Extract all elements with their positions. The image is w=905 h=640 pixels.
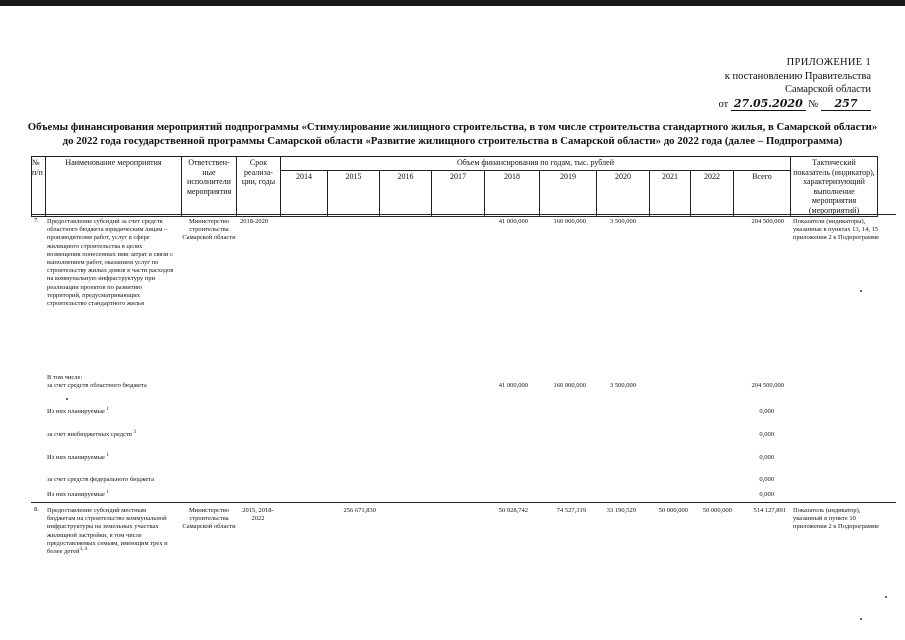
scan-speck — [860, 618, 862, 620]
scan-speck — [885, 596, 887, 598]
date-prefix: от — [718, 98, 729, 110]
header-name: Наименование мероприятия — [46, 157, 182, 217]
header-num: № п/п — [32, 157, 46, 217]
row7-2019: 160 000,000 — [553, 218, 586, 225]
row8-name-text: Предоставление субсидий местным бюджетам на строительство коммунальной инфраструктуры на земельных участках жилищной застройки, в том числе предоставляемых семьям, имеющим трех и более детей — [47, 507, 168, 556]
extrabudget-label: за счет внебюджетных средств — [47, 431, 132, 438]
row7-num: 7. — [34, 217, 39, 224]
header-executor: Ответствен-ные исполнители мероприятия — [182, 157, 237, 217]
breakdown-regional-total: 204 500,000 — [751, 382, 784, 389]
header-year: 2016 — [380, 170, 432, 216]
breakdown-federal: за счет средств федерального бюджета — [47, 476, 155, 483]
header-year: 2018 — [485, 170, 540, 216]
header-year: 2017 — [432, 170, 485, 216]
row8-term: 2015, 2018-2022 — [242, 507, 274, 523]
breakdown-planned-3 — [47, 491, 207, 499]
row8-total: 514 127,891 — [753, 507, 786, 514]
breakdown-planned1-total: 0,000 — [759, 408, 774, 415]
document-heading — [20, 120, 885, 148]
appendix-date-line — [719, 97, 872, 112]
row7-executor: Министерство строительства Самарской области — [182, 218, 236, 242]
header-term: Срок реализа-ции, годы — [237, 157, 281, 217]
funding-table-header — [31, 156, 878, 217]
footnote-ref: 1 — [106, 406, 109, 412]
footnote-ref: 1 — [106, 489, 109, 495]
scan-top-border — [0, 0, 905, 6]
planned2-label: Из них планируемые — [47, 454, 105, 461]
header-year: 2019 — [540, 170, 597, 216]
appendix-line1: к постановлению Правительства — [724, 70, 871, 82]
row8-2022: 50 000,000 — [702, 507, 732, 514]
row8-2015: 256 671,830 — [343, 507, 376, 514]
breakdown-extrabudget — [47, 431, 207, 439]
number-prefix: № — [808, 98, 819, 110]
header-year: 2015 — [328, 170, 380, 216]
header-funding: Объем финансирования по годам, тыс. рублей — [281, 157, 791, 171]
header-year: 2020 — [597, 170, 650, 216]
planned3-label: Из них планируемые — [47, 491, 105, 498]
header-year: 2022 — [691, 170, 734, 216]
heading-line1: Объемы финансирования мероприятий подпрограммы «Стимулирование жилищного строительства, в том числе строительства стандартного жилья, в Самарской области» — [27, 121, 878, 133]
breakdown-regional-2018: 41 000,000 — [498, 382, 528, 389]
breakdown-incl: В том числе: — [47, 374, 83, 381]
row8-2019: 74 527,319 — [556, 507, 586, 514]
appendix-block — [719, 56, 872, 111]
row7-2018: 41 000,000 — [498, 218, 528, 225]
header-total: Всего — [734, 170, 791, 216]
header-indicator: Тактический показатель (индикатор), характеризующий выполнение мероприятия (мероприятий) — [791, 157, 878, 217]
row8-2018: 50 928,742 — [498, 507, 528, 514]
appendix-title: ПРИЛОЖЕНИЕ 1 — [786, 57, 871, 68]
breakdown-planned-1 — [47, 408, 207, 416]
breakdown-planned2-total: 0,000 — [759, 454, 774, 461]
breakdown-planned3-total: 0,000 — [759, 491, 774, 498]
breakdown-regional: за счет средств областного бюджета — [47, 382, 147, 389]
handwritten-number: 257 — [821, 97, 871, 112]
row8-2021: 50 000,000 — [658, 507, 688, 514]
footnote-ref: 1 — [106, 452, 109, 458]
row7-total: 204 500,000 — [751, 218, 784, 225]
breakdown-federal-total: 0,000 — [759, 476, 774, 483]
row8-indicator: Показатель (индикатор), указанный в пункте 10 приложения 2 к Подпрограмме — [793, 507, 880, 531]
breakdown-regional-2019: 160 000,000 — [553, 382, 586, 389]
header-year: 2021 — [650, 170, 691, 216]
heading-line2: до 2022 года государственной программы Самарской области «Развитие жилищного строительства в Самарской области» до 2022 года (далее – Подпрограмма) — [62, 135, 843, 147]
breakdown-regional-2020: 3 500,000 — [610, 382, 636, 389]
breakdown-extrabudget-total: 0,000 — [759, 431, 774, 438]
scan-speck — [66, 398, 68, 400]
appendix-line2: Самарской области — [785, 84, 871, 95]
header-year: 2014 — [281, 170, 328, 216]
row8-name — [47, 507, 175, 556]
footnote-ref: 3, 4 — [79, 546, 88, 552]
row8-num: 8. — [34, 506, 39, 513]
row8-top-rule — [31, 502, 896, 503]
row7-name: Предоставление субсидий за счет средств областного бюджета юридическим лицам – производителям работ, услуг в сфере жилищного строительства в целях возмещения понесенных ими затрат в связи с выполнением работ, оказанием услуг по строительству жилых домов в части расходов на коммунальную инфраструктуру при реализации проектов по развитию территорий, предусматривающих строительство стандартного жилья — [47, 218, 174, 308]
header-bottom-rule — [31, 214, 896, 215]
row7-indicator: Показатели (индикаторы), указанные в пунктах 13, 14, 15 приложения 2 к Подпрограмме — [793, 218, 880, 242]
planned1-label: Из них планируемые — [47, 408, 105, 415]
scan-speck — [860, 290, 862, 292]
breakdown-planned-2 — [47, 454, 207, 462]
row8-executor: Министерство строительства Самарской области — [182, 507, 236, 531]
row7-2020: 3 500,000 — [610, 218, 636, 225]
footnote-ref: 3 — [133, 429, 137, 435]
row8-2020: 33 190,529 — [606, 507, 636, 514]
handwritten-date: 27.05.2020 — [731, 97, 806, 112]
row7-term: 2018-2020 — [240, 218, 269, 225]
